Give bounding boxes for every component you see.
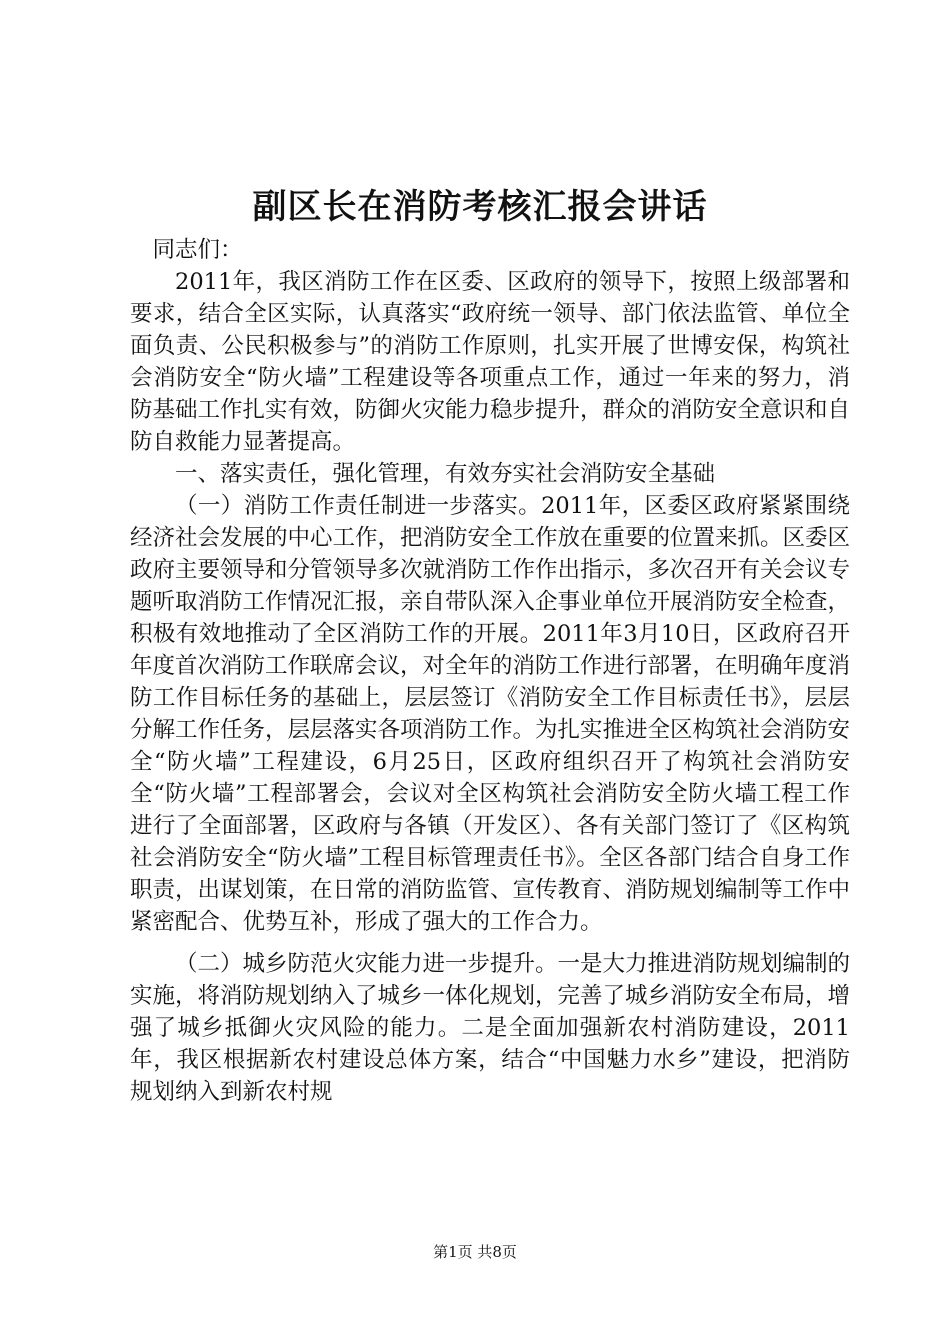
section-heading-1: 一、落实责任，强化管理，有效夯实社会消防安全基础 xyxy=(175,461,716,487)
paragraph-subsection-2: （二）城乡防范火灾能力进一步提升。一是大力推进消防规划编制的实施，将消防规划纳入了城乡一体化规划，完善了城乡消防安全布局，增强了城乡抵御火灾风险的能力。二是全面加强新农村消防建设，2011年，我区根据新农村建设总体方案，结合“中国魅力水乡”建设，把消防规划纳入到新农村规 xyxy=(130,951,851,1105)
paragraph-intro: 2011年，我区消防工作在区委、区政府的领导下，按照上级部署和要求，结合全区实际，认真落实“政府统一领导、部门依法监管、单位全面负责、公民积极参与”的消防工作原则，扎实开展了世博安保，构筑社会消防安全“防火墙”工程建设等各项重点工作，通过一年来的努力，消防基础工作扎实有效，防御火灾能力稳步提升，群众的消防安全意识和自防自救能力显著提高。 xyxy=(130,269,851,455)
page-number-footer: 第1页 共8页 xyxy=(433,1243,517,1261)
paragraph-subsection-1: （一）消防工作责任制进一步落实。2011年，区委区政府紧紧围绕经济社会发展的中心工作，把消防安全工作放在重要的位置来抓。区委区政府主要领导和分管领导多次就消防工作作出指示，多次召开有关会议专题听取消防工作情况汇报，亲自带队深入企事业单位开展消防安全检查，积极有效地推动了全区消防工作的开展。2011年3月10日，区政府召开年度首次消防工作联席会议，对全年的消防工作进行部署，在明确年度消防工作目标任务的基础上，层层签订《消防安全工作目标责任书》，层层分解工作任务，层层落实各项消防工作。为扎实推进全区构筑社会消防安全“防火墙”工程建设，6月25日，区政府组织召开了构筑社会消防安全“防火墙”工程部署会，会议对全区构筑社会消防安全防火墙工程工作进行了全面部署，区政府与各镇（开发区）、各有关部门签订了《区构筑社会消防安全“防火墙”工程目标管理责任书》。全区各部门结合自身工作职责，出谋划策，在日常的消防监管、宣传教育、消防规划编制等工作中紧密配合、优势互补，形成了强大的工作合力。 xyxy=(130,493,851,935)
document-title: 副区长在消防考核汇报会讲话 xyxy=(252,187,708,227)
document-body xyxy=(130,234,850,1108)
salutation: 同志们： xyxy=(152,237,243,263)
